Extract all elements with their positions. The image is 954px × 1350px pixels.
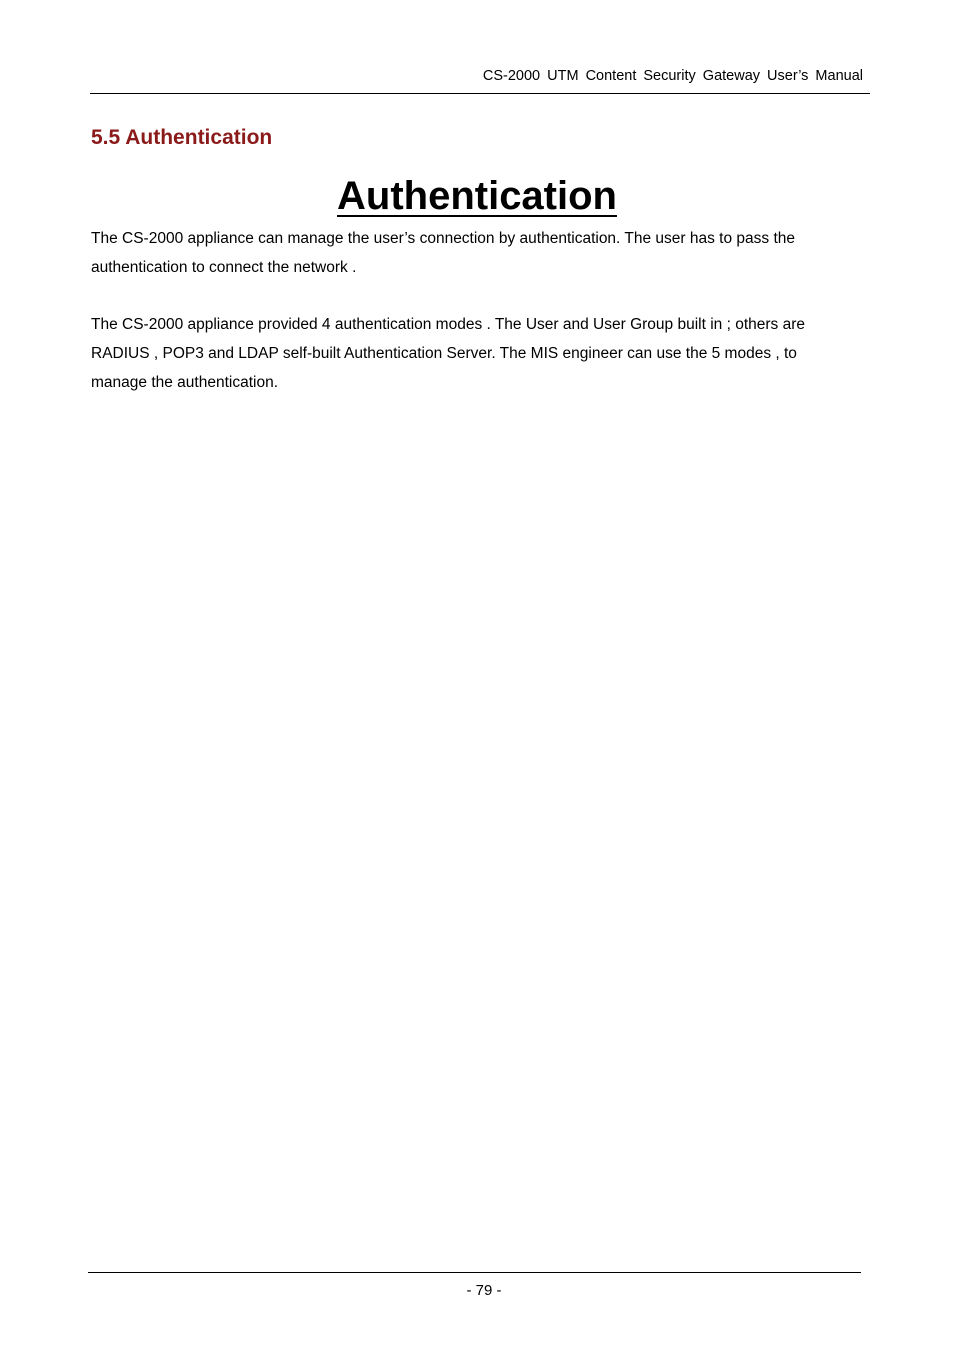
page-title bbox=[0, 172, 954, 220]
page-number: - 79 - bbox=[466, 1282, 502, 1299]
paragraph-modes: The CS-2000 appliance provided 4 authentication modes . The User and User Group built in ; others are RADIUS , POP3 and LDAP self-built Authentication Server. The MIS engineer can use the 5 modes , to manage the authentication. bbox=[91, 316, 805, 391]
running-header: CS-2000 UTM Content Security Gateway User’s Manual bbox=[482, 68, 863, 84]
paragraph-intro: The CS-2000 appliance can manage the user’s connection by authentication. The user has to pass the authentication to connect the network . bbox=[91, 230, 795, 276]
section-heading: 5.5 Authentication bbox=[91, 126, 273, 149]
footer-rule bbox=[88, 1272, 861, 1273]
header-rule bbox=[90, 93, 870, 94]
page-title-text: Authentication bbox=[337, 174, 617, 218]
